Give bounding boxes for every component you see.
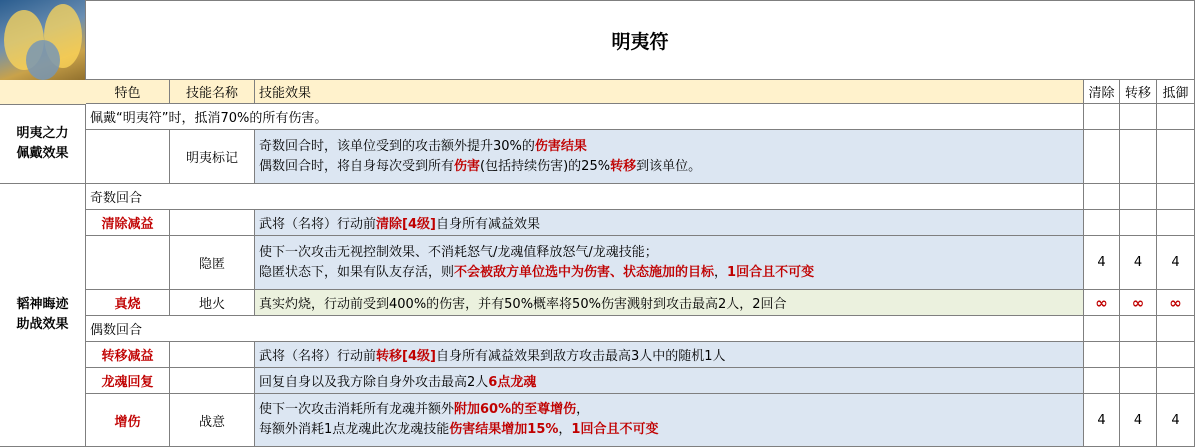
row2-effect-line1: 奇数回合时，该单位受到的攻击额外提升30%的伤害结果 (259, 138, 587, 154)
dragon-head-icon (26, 40, 60, 80)
r4-feature: 转移减益 (86, 342, 170, 368)
odd-dispel (1084, 184, 1120, 210)
section-label-line2: 佩戴效果 (16, 146, 69, 161)
even-resist (1157, 316, 1195, 342)
row2-effect-line2: 偶数回合时，将自身每次受到所有伤害(包括持续伤害)的25%转移到该单位。 (259, 158, 702, 174)
odd-transfer (1120, 184, 1157, 210)
row2-resist (1157, 130, 1195, 184)
r3-resist: ∞ (1157, 290, 1195, 316)
r4-effect: 武将（名将）行动前 转移[4级] 自身所有减益效果到敌方攻击最高3人中的随机1人 (255, 342, 1084, 368)
r2-effect (255, 236, 1084, 290)
section-label-line1: 明夷之力 (16, 126, 69, 141)
header-effect: 技能效果 (255, 80, 1084, 104)
r1-dispel (1084, 210, 1120, 236)
r5-resist (1157, 368, 1195, 394)
r6-effect-line1: 使下一次攻击消耗所有龙魂并额外附加60%的至尊增伤， (259, 402, 590, 417)
r4-skill-name (170, 342, 255, 368)
r6-skill-name: 战意 (170, 394, 255, 447)
r2-skill-name: 隐匿 (170, 236, 255, 290)
r6-resist: 4 (1157, 394, 1195, 447)
r4-transfer (1120, 342, 1157, 368)
r4-dispel (1084, 342, 1120, 368)
r1-transfer (1120, 210, 1157, 236)
title-cell (86, 0, 1195, 80)
r1-skill-name (170, 210, 255, 236)
header-resist: 抵御 (1157, 80, 1195, 104)
row1-resist (1157, 104, 1195, 130)
wear-effect-row: 佩戴“明夷符”时，抵消70%的所有伤害。 (86, 104, 1084, 130)
row2-effect (255, 130, 1084, 184)
row2-feature (86, 130, 170, 184)
r3-dispel: ∞ (1084, 290, 1120, 316)
row1-transfer (1120, 104, 1157, 130)
r5-effect: 回复自身以及我方除自身外攻击最高2人 6点龙魂 (255, 368, 1084, 394)
r6-effect-line2: 每额外消耗1点龙魂此次龙魂技能伤害结果增加15%，1回合且不可变 (259, 422, 659, 437)
section-label-line1: 韬神晦迹 (16, 297, 69, 312)
even-dispel (1084, 316, 1120, 342)
r5-dispel (1084, 368, 1120, 394)
header-transfer: 转移 (1120, 80, 1157, 104)
row2-dispel (1084, 130, 1120, 184)
row2-skill-name: 明夷标记 (170, 130, 255, 184)
row2-transfer (1120, 130, 1157, 184)
header-blank (0, 80, 86, 104)
r1-resist (1157, 210, 1195, 236)
even-round-row: 偶数回合 (86, 316, 1084, 342)
r5-skill-name (170, 368, 255, 394)
r2-transfer: 4 (1120, 236, 1157, 290)
section-label-assist-effect (0, 184, 86, 447)
header-dispel: 清除 (1084, 80, 1120, 104)
page-title: 明夷符 (611, 30, 669, 53)
r6-dispel: 4 (1084, 394, 1120, 447)
section-label-line2: 助战效果 (16, 317, 69, 332)
even-transfer (1120, 316, 1157, 342)
r1-effect: 武将（名将）行动前 清除[4级] 自身所有减益效果 (255, 210, 1084, 236)
header-feature: 特色 (86, 80, 170, 104)
r3-transfer: ∞ (1120, 290, 1157, 316)
row1-dispel (1084, 104, 1120, 130)
section-label-wear-effect (0, 104, 86, 184)
r2-feature (86, 236, 170, 290)
r6-transfer: 4 (1120, 394, 1157, 447)
r2-resist: 4 (1157, 236, 1195, 290)
r1-feature: 清除减益 (86, 210, 170, 236)
r5-feature: 龙魂回复 (86, 368, 170, 394)
r2-effect-line1: 使下一次攻击无视控制效果、不消耗怒气/龙魂值释放怒气/龙魂技能； (259, 244, 658, 260)
r3-effect: 真实灼烧，行动前受到400%的伤害，并有50%概率将50%伤害溅射到攻击最高2人，2回合 (255, 290, 1084, 316)
r3-feature: 真烧 (86, 290, 170, 316)
r2-effect-line2: 隐匿状态下，如果有队友存活，则不会被敌方单位选中为伤害、状态施加的目标，1回合且不可变 (259, 264, 815, 280)
header-skill-name: 技能名称 (170, 80, 255, 104)
r5-transfer (1120, 368, 1157, 394)
r6-feature: 增伤 (86, 394, 170, 447)
odd-resist (1157, 184, 1195, 210)
r4-resist (1157, 342, 1195, 368)
r3-skill-name: 地火 (170, 290, 255, 316)
r2-dispel: 4 (1084, 236, 1120, 290)
r6-effect (255, 394, 1084, 447)
odd-round-row: 奇数回合 (86, 184, 1084, 210)
